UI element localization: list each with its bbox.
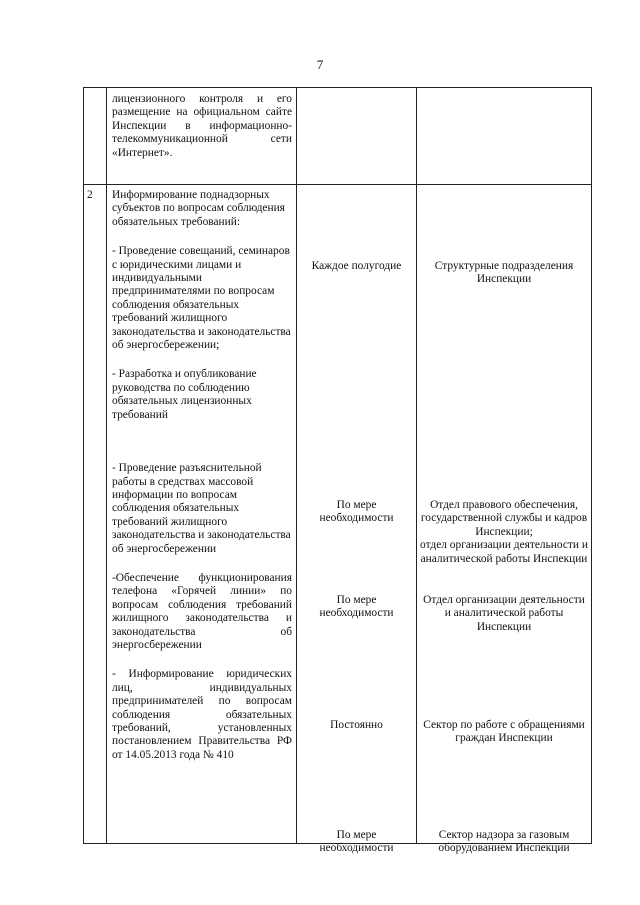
event-cell — [107, 185, 297, 844]
event-item: - Информирование юридических лиц, индивидуальных предпринимателей по вопросам соблюдения обязательных требований, установленных постановлением Правительства РФ от 14.05.2013 года № 410 — [112, 668, 292, 761]
responsible-item: Отдел правового обеспечения, государственной службы и кадров Инспекции; отдел организации деятельности и аналитической работы Инспекции — [420, 499, 588, 565]
responsible-item: Сектор по работе с обращениями граждан Инспекции — [423, 719, 585, 745]
event-item: - Разработка и опубликование руководства по соблюдению обязательных лицензионных требований — [112, 368, 257, 421]
responsible-item: Сектор надзора за газовым оборудованием Инспекции — [438, 829, 570, 855]
page-number: 7 — [316, 57, 324, 72]
term-item: По мере необходимости — [319, 594, 394, 620]
term-item: По мере необходимости — [319, 829, 394, 855]
responsible-item: Структурные подразделения Инспекции — [434, 260, 574, 286]
term-item: Постоянно — [330, 719, 383, 731]
event-item: - Проведение разъяснительной работы в средствах массовой информации по вопросам соблюдения обязательных требований жилищного законодательства и законодательства об энергосбережении — [112, 462, 291, 555]
section-heading: Информирование поднадзорных субъектов по вопросам соблюдения обязательных требований: — [112, 189, 285, 228]
event-item: - Проведение совещаний, семинаров с юридическими лицами и индивидуальными предпринимателями по вопросам соблюдения обязательных требований жилищного законодательства и законодательства об энергосбережении; — [112, 245, 291, 352]
responsible-item: Отдел организации деятельности и аналитической работы Инспекции — [423, 594, 585, 633]
term-item: Каждое полугодие — [311, 260, 402, 272]
term-cell — [297, 185, 417, 855]
event-item: -Обеспечение функционирования телефона «Горячей линии» по вопросам соблюдения требований жилищного законодательства и законодательства об энергосбережении — [112, 571, 292, 651]
row-number-cell: 2 — [84, 185, 107, 844]
term-item: По мере необходимости — [319, 499, 394, 525]
measures-table — [83, 87, 592, 855]
term-cell — [297, 88, 417, 185]
table-row-section-2 — [84, 185, 592, 844]
event-cell — [107, 88, 297, 185]
responsible-cell — [417, 185, 592, 855]
row-number-cell — [84, 88, 107, 185]
table-row-continuation — [84, 88, 592, 185]
event-text: лицензионного контроля и его размещение на официальном сайте Инспекции в информационно-телекоммуникационной сети «Интернет». — [112, 93, 292, 159]
responsible-cell — [417, 88, 592, 185]
